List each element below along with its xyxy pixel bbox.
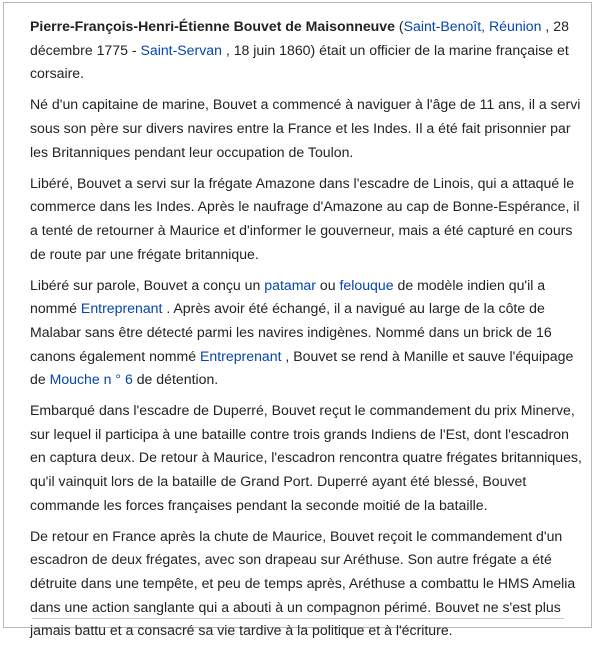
birth-date-text: , 28 décembre 1775 - [30, 18, 569, 58]
p4-text-6: de détention. [132, 371, 219, 388]
entreprenant-link-2[interactable]: Entreprenant [200, 347, 282, 364]
entreprenant-paragraph [30, 274, 586, 392]
death-place-link[interactable]: Saint-Servan [140, 41, 222, 58]
intro-text-paren: ( [394, 18, 404, 34]
early-life-paragraph: Né d'un capitaine de marine, Bouvet a commencé à naviguer à l'âge de 11 ans, il a servi sous son père sur divers navires entre la France et les Indes. Il a été fait prisonnier par les Britanniques pendant leur occupation de Toulon. [30, 96, 581, 160]
subject-name: Pierre-François-Henri-Étienne Bouvet de Maisonneuve [30, 18, 395, 34]
p4-text-1: Libéré sur parole, Bouvet a conçu un [30, 276, 265, 293]
duperre-paragraph: Embarqué dans l'escadre de Duperré, Bouvet reçut le commandement du prix Minerve, sur lequel il participa à une bataille contre trois grands Indiens de l'Est, dont l'escadron en captura deux. De retour à Maurice, l'escadron rencontra quatre frégates britanniques, qu'il vainquit lors de la bataille de Grand Port. Duperré ayant été blessé, Bouvet commande les forces françaises pendant la seconde moitié de la bataille. [30, 402, 582, 513]
p4-text-5: , Bouvet se rend à Manille et sauve l'équipage de [30, 347, 574, 388]
later-life-paragraph: De retour en France après la chute de Maurice, Bouvet reçoit le commandement d'un escadron de deux frégates, avec son drapeau sur Aréthuse. Son autre frégate a été détruite dans une tempête, et peu de temps après, Aréthuse a combattu le HMS Amelia dans une action sanglante qui a abouti à un compagnon périmé. Bouvet ne s'est plus jamais battu et a consacré sa vie tardive à la politique et à l'écriture. [30, 527, 576, 639]
mouche-link[interactable]: Mouche n ° 6 [49, 371, 133, 388]
p4-text-2: ou [315, 276, 340, 293]
entreprenant-link-1[interactable]: Entreprenant [80, 300, 163, 317]
article-frame [3, 2, 592, 639]
bottom-divider [32, 618, 564, 627]
intro-rest-text: , 18 juin 1860) était un officier de la marine française et corsaire. [30, 41, 569, 82]
p4-text-4: . Après avoir été échangé, il a navigué au large de la côte de Malabar sans être détecté parmi les navires indigènes. Nommé dans un brick de 16 canons également nommé [30, 300, 552, 364]
patamar-link[interactable]: patamar [264, 276, 316, 293]
p4-text-3: de modèle indien qu'il a nommé [30, 276, 546, 317]
article-body [30, 15, 586, 650]
felouque-link[interactable]: felouque [339, 276, 394, 293]
amazone-paragraph: Libéré, Bouvet a servi sur la frégate Amazone dans l'escadre de Linois, qui a attaqué le commerce dans les Indes. Après le naufrage d'Amazone au cap de Bonne-Espérance, il a tenté de retourner à Maurice et d'informer le gouverneur, mais a été capturé en cours de route par une frégate britannique. [30, 174, 580, 262]
birth-place-link[interactable]: Saint-Benoît, Réunion [403, 18, 542, 34]
intro-paragraph [30, 15, 586, 86]
